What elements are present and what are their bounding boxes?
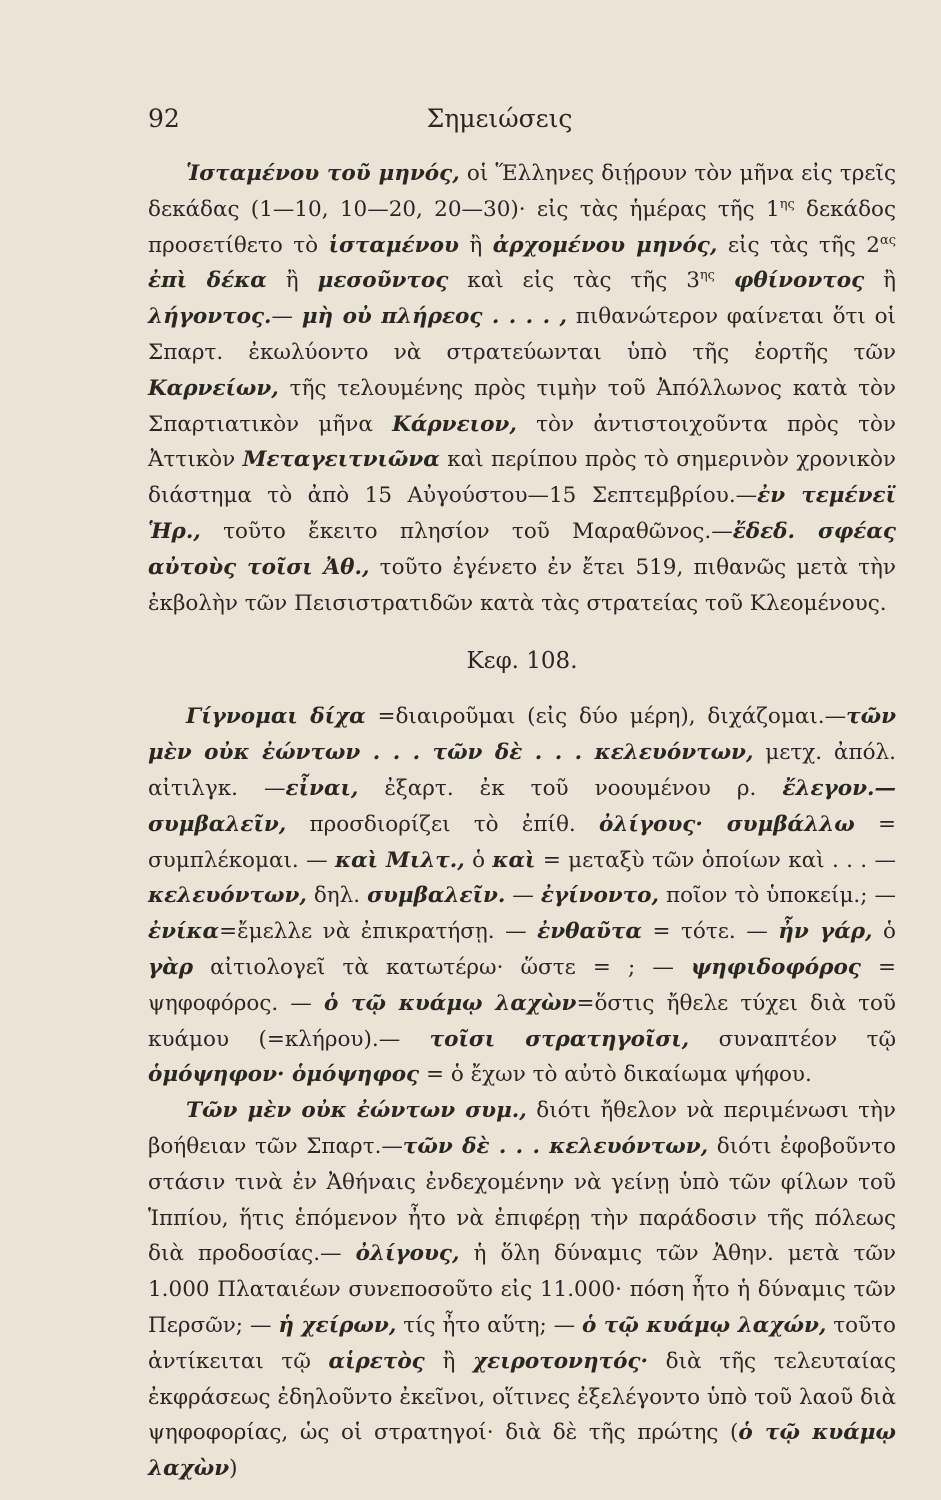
note-text: — <box>271 304 302 330</box>
note-text: ἢ <box>266 268 318 294</box>
note-text: ὁ <box>464 847 493 873</box>
note-text: διότι ἐφοβοῦντο στάσιν τινὰ ἐν Ἀθήναις ἐνδεχομένην νὰ γείνῃ ὑπὸ τῶν φίλων τοῦ Ἱππίου, ἥτις ἑπόμενον ἦτο νὰ ἐπιφέρῃ τὴν παράδοσιν τῆς πόλεως διὰ προδοσίας.— <box>148 1133 896 1267</box>
note-text: τοῦτο ἔκειτο πλησίον τοῦ Μαραθῶνος.— <box>200 518 733 544</box>
note-text: = συμπλέκομαι. — <box>148 811 896 873</box>
note-text: ἡ ὅλη δύναμις τῶν Ἀθην. μετὰ τῶν 1.000 Πλαταιέων συνεποσοῦτο εἰς 11.000· πόση ἦτο ἡ δύναμις τῶν Περσῶν; — <box>148 1241 896 1338</box>
note-text: = ψηφοφόρος. — <box>148 954 896 1016</box>
lemma: κελευόντων, <box>148 883 307 909</box>
lemma: ἀρχομένου μηνός, <box>492 232 718 258</box>
note-paragraph <box>148 699 896 1093</box>
note-text: ἢ <box>424 1348 473 1374</box>
note-text: =ὅστις ἤθελε τύχει διὰ τοῦ κυάμου (=κλήρου).— <box>148 990 896 1052</box>
lemma: ἐπὶ δέκα <box>148 268 267 294</box>
note-text: δεκάδος προσετίθετο τὸ <box>148 196 897 258</box>
lemma: Ἱσταμένου τοῦ μηνός, <box>186 161 460 186</box>
lemma: ὀλίγους· συμβάλλω <box>599 811 855 837</box>
note-text: τοῦτο ἐγένετο ἐν ἔτει 519, πιθανῶς μετὰ τὴν ἐκβολὴν τῶν Πεισιστρατιδῶν κατὰ τὰς στρατείας τοῦ Κλεομένους. <box>148 554 896 616</box>
running-head: Σημειώσεις <box>426 104 573 133</box>
lemma: ὁμόψηφον· ὁμόψηφος <box>148 1062 420 1088</box>
note-text: τοῦτο ἀντίκειται τῷ <box>148 1312 896 1374</box>
note-text: = τότε. — <box>641 919 779 945</box>
lemma: λήγοντος. <box>148 304 272 330</box>
lemma: γὰρ <box>148 954 194 980</box>
lemma: καὶ Μιλτ., <box>334 847 465 873</box>
lemma: φθίνοντος <box>733 268 865 294</box>
note-text: πιθανώτερον φαίνεται ὅτι οἱ Σπαρτ. ἐκωλύοντο νὰ στρατεύωνται ὑπὸ τῆς ἑορτῆς τῶν <box>148 304 896 365</box>
lemma: ἡ χείρων, <box>278 1312 397 1338</box>
lemma: εἶναι, <box>285 775 359 801</box>
note-text: συναπτέον τῷ <box>689 1026 897 1052</box>
page-header <box>148 104 851 138</box>
ordinal-suffix: ης <box>779 196 795 212</box>
lemma: ἦν γάρ, <box>778 919 873 945</box>
notes-body <box>148 156 896 1487</box>
note-text: εἰς τὰς τῆς 2 <box>717 232 880 258</box>
note-paragraph <box>148 1093 896 1487</box>
lemma: τῶν μὲν οὐκ ἐώντων . . . τῶν δὲ . . . κελευόντων, <box>148 704 896 766</box>
note-text: = μεταξὺ τῶν ὁποίων καὶ . . . — <box>535 847 896 873</box>
ordinal-suffix: ας <box>879 232 896 248</box>
note-text: ἐξαρτ. ἐκ τοῦ νοουμένου ρ. <box>358 775 783 801</box>
page-number: 92 <box>148 104 180 133</box>
lemma: μὴ οὐ πλήρεος . . . . , <box>301 304 567 330</box>
lemma: ἔδεδ. σφέας αὐτοὺς τοῖσι Ἀθ., <box>148 518 896 580</box>
lemma: καὶ <box>492 847 536 873</box>
lemma: Καρνείων, <box>148 375 279 401</box>
lemma: ἔλεγον.—συμβαλεῖν, <box>148 775 896 837</box>
lemma: ἐνθαῦτα <box>537 919 642 945</box>
lemma: ἐν τεμένεϊ Ἡρ., <box>148 483 896 544</box>
note-text: οἱ Ἕλληνες διῄρουν τὸν μῆνα εἰς τρεῖς δεκάδας (1—10, 10—20, 20—30)· εἰς τὰς ἡμέρας τῆς 1 <box>148 161 896 222</box>
lemma: Κάρνειον, <box>392 411 517 437</box>
lemma: συμβαλεῖν. <box>367 883 506 909</box>
note-text: αἰτιολογεῖ τὰ κατωτέρω· ὥστε = ; — <box>193 954 691 980</box>
note-text: — <box>505 883 541 909</box>
note-text: ποῖον τὸ ὑποκείμ.; — <box>659 883 896 909</box>
note-text <box>715 268 734 293</box>
note-text: καὶ εἰς τὰς τῆς 3 <box>448 268 700 294</box>
lemma: ὀλίγους, <box>355 1241 460 1267</box>
note-text: τὸν ἀντιστοιχοῦντα πρὸς τὸν Ἀττικὸν <box>148 411 896 473</box>
note-text: τίς ἦτο αὕτη; — <box>396 1312 582 1338</box>
note-text: μετχ. ἀπόλ. αἰτιλγκ. — <box>148 740 896 801</box>
note-text: =διαιροῦμαι (εἰς δύο μέρη), διχάζομαι.— <box>365 704 847 730</box>
lemma: ὁ τῷ κυάμῳ λαχὼν <box>148 1420 896 1482</box>
lemma: Μεταγειτνιῶνα <box>242 447 440 473</box>
lemma: Τῶν μὲν οὐκ ἐώντων συμ., <box>186 1098 527 1124</box>
lemma: ὁ τῷ κυάμῳ λαχὼν <box>323 990 577 1016</box>
note-text: διότι ἤθελον νὰ περιμένωσι τὴν βοήθειαν τῶν Σπαρτ.— <box>148 1098 896 1159</box>
lemma: τοῖσι στρατηγοῖσι, <box>429 1026 690 1052</box>
note-text: ἢ <box>864 268 896 294</box>
ordinal-suffix: ης <box>699 268 715 284</box>
chapter-heading: Κεφ. 108. <box>466 648 578 675</box>
note-paragraph <box>148 156 896 621</box>
lemma: ψηφιδοφόρος <box>690 954 861 980</box>
lemma: τῶν δὲ . . . κελευόντων, <box>402 1133 709 1159</box>
note-text: διὰ τῆς τελευταίας ἐκφράσεως ἐδηλοῦντο ἐκεῖνοι, οἵτινες ἐξελέγοντο ὑπὸ τοῦ λαοῦ διὰ ψηφοφορίας, ὡς οἱ στρατηγοί· διὰ δὲ τῆς πρώτης ( <box>148 1348 897 1446</box>
lemma: αἱρετὸς <box>328 1348 425 1374</box>
note-text: =ἔμελλε νὰ ἐπικρατήσῃ. — <box>219 919 538 945</box>
note-text: ὁ <box>872 919 896 945</box>
lemma: μεσοῦντος <box>317 268 449 294</box>
lemma: ἐνίκα <box>148 919 220 945</box>
lemma: ἱσταμένου <box>328 232 459 258</box>
note-text: ἢ <box>458 232 493 258</box>
note-text: δηλ. <box>306 883 368 909</box>
note-text: προσδιορίζει τὸ ἐπίθ. <box>286 811 599 837</box>
lemma: ἐγίνοντο, <box>540 883 659 909</box>
note-text: τῆς τελουμένης πρὸς τιμὴν τοῦ Ἀπόλλωνος κατὰ τὸν Σπαρτιατικὸν μῆνα <box>148 375 896 437</box>
note-text: = ὁ ἔχων τὸ αὐτὸ δικαίωμα ψήφου. <box>419 1062 812 1088</box>
lemma: χειροτονητός· <box>473 1348 648 1374</box>
lemma: ὁ τῷ κυάμῳ λαχών, <box>582 1312 827 1338</box>
note-text: καὶ περίπου πρὸς τὸ σημερινὸν χρονικὸν διάστημα τὸ ἀπὸ 15 Αὐγούστου—15 Σεπτεμβρίου.— <box>148 447 896 509</box>
note-text: ) <box>229 1456 238 1482</box>
lemma: Γίγνομαι δίχα <box>186 704 366 730</box>
